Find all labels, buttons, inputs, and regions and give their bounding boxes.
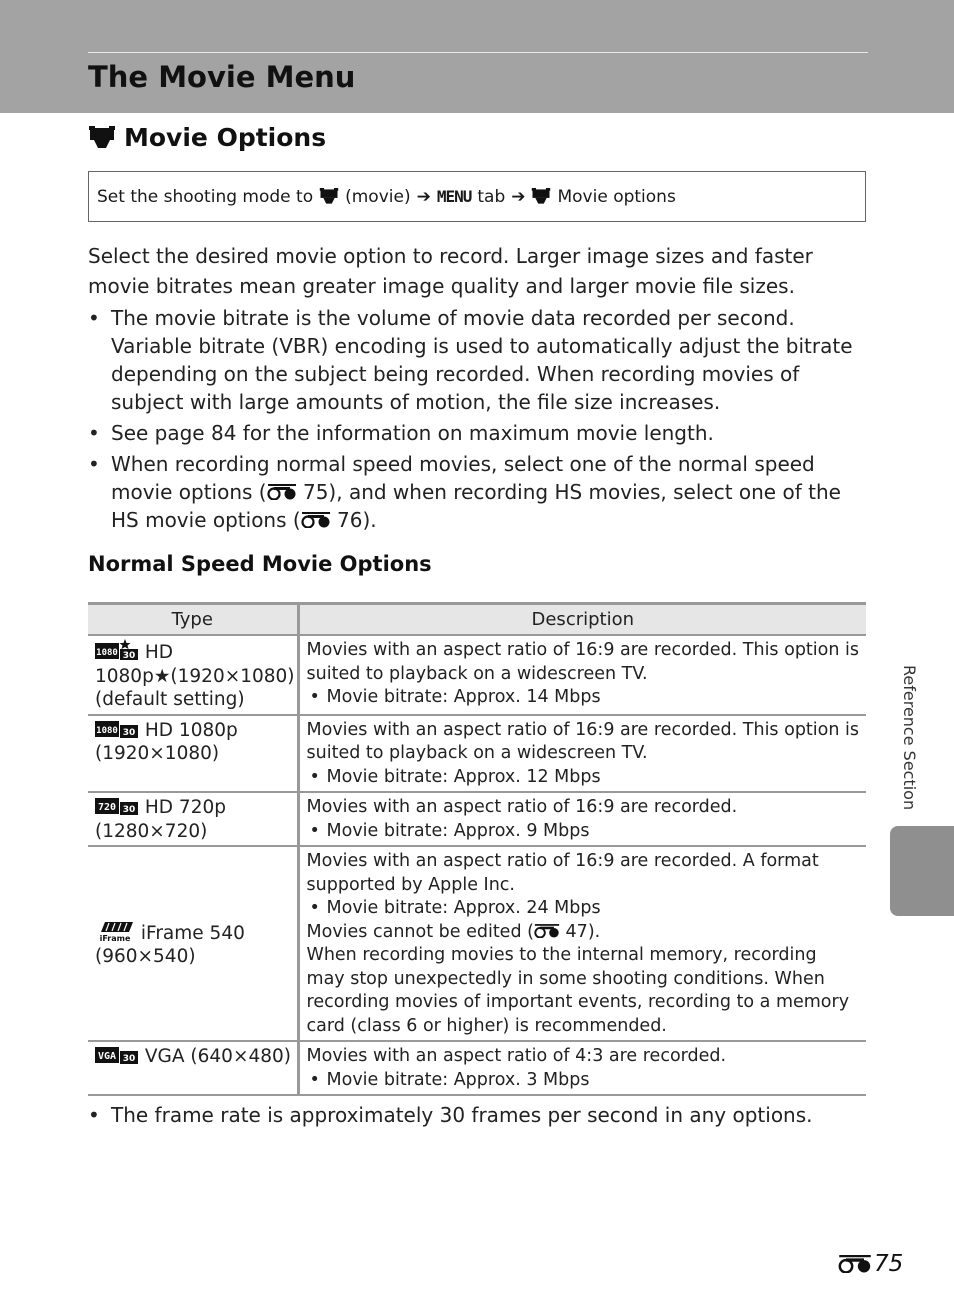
type-label: HD: [144, 642, 174, 663]
movie-camera-icon: [88, 126, 116, 150]
description-cell: [298, 792, 866, 846]
reference-page-icon: [301, 512, 331, 528]
type-label: HD 720p: [144, 797, 226, 818]
edit-note: [307, 921, 859, 945]
nav-prefix: Set the shooting mode to: [97, 186, 314, 207]
arrow-right-icon: ➔: [511, 186, 526, 207]
type-label: (1920×1080): [95, 743, 220, 764]
type-label: (1280×720): [95, 820, 208, 842]
svg-text:iFrame: iFrame: [99, 933, 131, 942]
side-section-label: Reference Section: [900, 665, 919, 811]
bullet-max-length: • See page 84 for the information on maximum movie length.: [88, 419, 868, 447]
description-text: Movies with an aspect ratio of 4:3 are recorded.: [306, 1046, 727, 1066]
bullet-text: ), and when recording HS movies, select one of the HS movie options (: [111, 480, 841, 532]
type-cell: [88, 1041, 298, 1095]
bitrate-text: • Movie bitrate: Approx. 3 Mbps: [307, 1069, 859, 1093]
type-cell: [88, 792, 298, 846]
format-720-30-icon: [95, 796, 139, 816]
bitrate-text: • Movie bitrate: Approx. 14 Mbps: [307, 686, 859, 710]
ref-page: 75: [302, 480, 329, 504]
nav-target: Movie options: [557, 186, 676, 207]
type-label: (default setting): [95, 689, 245, 710]
menu-button-icon: MENU: [436, 187, 472, 206]
bullet-speed-options: [88, 450, 868, 534]
description-cell: [298, 715, 866, 793]
table-row: [88, 792, 866, 846]
svg-text:30: 30: [122, 1054, 136, 1064]
svg-text:1080: 1080: [96, 648, 118, 658]
bitrate-text: • Movie bitrate: Approx. 12 Mbps: [307, 766, 859, 790]
note-text: Movies cannot be edited (: [306, 921, 534, 942]
header-band: [0, 0, 954, 113]
type-cell: [88, 846, 298, 1041]
note-text: ).: [587, 921, 601, 942]
ref-page: 47: [565, 921, 588, 942]
column-header-type: Type: [88, 604, 298, 636]
table-row: [88, 846, 866, 1041]
footer-note: [88, 1101, 891, 1129]
bitrate-text: • Movie bitrate: Approx. 24 Mbps: [307, 897, 859, 921]
svg-text:1080: 1080: [96, 725, 118, 736]
reference-page-icon: [534, 924, 560, 938]
type-label: 1080p★(1920×1080): [95, 665, 295, 687]
side-section-tab: [890, 826, 954, 916]
section-title: [88, 123, 326, 152]
nav-tab-word: tab: [477, 186, 506, 207]
memory-note: When recording movies to the internal memory, recording may stop unexpectedly in some shooting conditions. When recording movies of important events, recording to a memory card (class 6 or higher) is recommended.: [306, 945, 850, 1036]
description-cell: [298, 635, 866, 715]
bullet-bitrate: • The movie bitrate is the volume of movie data recorded per second. Variable bitrate (VBR) encoding is used to automatically adjust the bitrate depending on the subject being recorded. When recording movies of subject with large amounts of motion, the file size increases.: [88, 304, 868, 416]
description-cell: [298, 846, 866, 1041]
svg-text:30: 30: [122, 805, 136, 815]
nav-mode: (movie): [345, 186, 411, 207]
movie-options-table: [88, 602, 866, 1096]
info-bullets: [88, 304, 868, 537]
arrow-right-icon: ➔: [416, 186, 431, 207]
column-header-description: Description: [298, 604, 866, 636]
format-vga-30-icon: [95, 1045, 139, 1065]
type-label: VGA (640×480): [144, 1046, 291, 1067]
bullet-text: ).: [362, 508, 377, 532]
type-label: iFrame 540: [140, 922, 245, 944]
table-row: [88, 635, 866, 715]
bullet-text: When recording normal speed movies, select one of the normal speed movie options (: [111, 452, 815, 504]
description-text: Movies with an aspect ratio of 16:9 are recorded. This option is suited to playback on a widescreen TV.: [306, 640, 859, 684]
svg-text:30: 30: [122, 651, 136, 661]
frame-rate-note: • The frame rate is approximately 30 frames per second in any options.: [111, 1101, 891, 1129]
description-cell: [298, 1041, 866, 1095]
page-number-text: 75: [874, 1251, 904, 1277]
type-cell: [88, 715, 298, 793]
format-1080-30-icon: [95, 719, 139, 739]
section-title-text: Movie Options: [124, 123, 327, 152]
description-text: Movies with an aspect ratio of 16:9 are recorded. This option is suited to playback on a widescreen TV.: [306, 719, 859, 763]
subsection-title: Normal Speed Movie Options: [88, 552, 432, 576]
table-header-row: [88, 604, 866, 636]
svg-text:720: 720: [97, 802, 117, 813]
page-number: [838, 1251, 903, 1277]
svg-text:30: 30: [122, 727, 136, 738]
ref-page: 76: [337, 508, 363, 532]
table-row: [88, 715, 866, 793]
type-label: (960×540): [95, 946, 196, 967]
table-row: [88, 1041, 866, 1095]
svg-text:VGA: VGA: [97, 1051, 117, 1062]
page-title: The Movie Menu: [88, 60, 356, 94]
format-1080-star-30-icon: [95, 639, 139, 661]
menu-path-box: [88, 171, 866, 222]
description-text: Movies with an aspect ratio of 16:9 are recorded. A format supported by Apple Inc.: [306, 851, 819, 895]
bitrate-text: • Movie bitrate: Approx. 9 Mbps: [307, 820, 859, 844]
reference-page-icon: [267, 484, 297, 500]
type-label: HD 1080p: [144, 719, 238, 741]
type-cell: [88, 635, 298, 715]
header-rule: [88, 52, 868, 53]
description-text: Movies with an aspect ratio of 16:9 are recorded.: [306, 797, 738, 817]
movie-camera-icon: [319, 188, 339, 205]
reference-page-icon: [838, 1255, 872, 1273]
movie-camera-icon: [531, 188, 551, 205]
intro-paragraph: Select the desired movie option to record. Larger image sizes and faster movie bitrates mean greater image quality and larger movie file sizes.: [88, 244, 813, 298]
format-iframe-icon: [95, 920, 135, 942]
